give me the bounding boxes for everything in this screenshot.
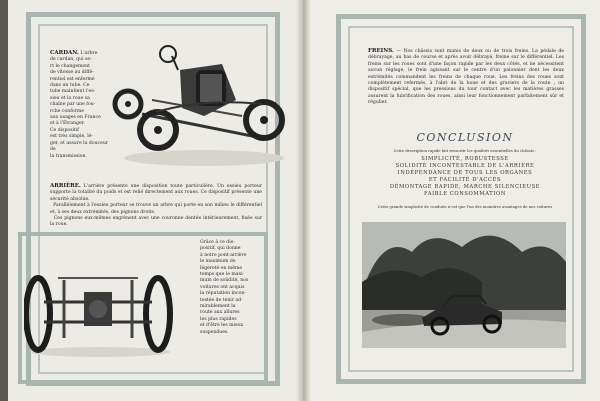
conclusion-qualities (360, 156, 570, 198)
arriere-paragraph: Parallèlement à l'essieu porteur se trouve un arbre qui porte en son milieu le différentiel et, à ses deux extrémités, des pignons droits. (50, 203, 262, 215)
arriere-side-text (200, 240, 256, 336)
side-line: voitures ont acquis (200, 284, 245, 290)
cardan-line: Ce dispositif (50, 127, 80, 133)
side-line: et d'être les mieux (200, 323, 244, 329)
conclusion-note: Cette grande simplicité de conduite n'est que l'un des moindres avantages de nos voitures (377, 204, 553, 209)
arriere-paragraph: L'arrière présente une disposition toute particulière. Un essieu porteur supporte la totalité du poids et est relié directement aux roues. Ce dispositif présente une sécurité absolue. (50, 184, 262, 202)
side-line: mum de solidité, nos (200, 278, 249, 284)
arriere-heading: ARRIÈRE. (50, 183, 81, 189)
cardan-line: la transmission. (50, 153, 87, 159)
page-gutter (296, 0, 310, 401)
side-line: route aux allures (200, 310, 240, 316)
cardan-line: chaîne par une fou- (50, 102, 96, 108)
side-line: la réputation incon- (200, 291, 246, 297)
cardan-heading: CARDAN. (50, 50, 79, 56)
cardan-line: L'arbre (80, 51, 98, 56)
freins-heading: FREINS. (368, 48, 394, 54)
cardan-line: est très simple, lé- (50, 134, 93, 140)
quality-item: INDÉPENDANCE DE TOUS LES ORGANES (397, 170, 533, 176)
car-in-park-photo (362, 222, 566, 348)
freins-paragraph: — Nos châssis sont munis de deux ou de trois freins. La pédale de débrayage, au bas de course et après avoir débrayé, freine sur le différentiel. Les freins sur les roues sont d'une façon rapide par les deux côtés, et ne nécessitent aucun réglage, le frein agissant sur le centre d'un palonnier dont les deux extrémités commandent les freins de chaque roue. Les freins des roues sont complètement refermés, à l'abri de la boue et des graviers de la route ; un dispositif spécial, que les pressions du tour contact avec les matières grasses assurent la lubrification des roues, ainsi leur fonctionnement parfaitement sûr et régulier. (368, 49, 564, 106)
side-line: légèreté en même (200, 265, 243, 271)
cardan-text (50, 50, 108, 160)
cardan-line: de cardan, qui se- (50, 57, 92, 63)
quality-item: DÉMONTAGE RAPIDE, MARCHE SILENCIEUSE (389, 184, 541, 190)
side-line: mirablement la (200, 304, 236, 310)
arriere-paragraph: Ces pignons eux-mêmes engrènent avec une couronne dentée intérieurement, fixée sur la roue. (50, 216, 263, 228)
quality-item: SIMPLICITÉ, ROBUSTESSE (421, 156, 509, 162)
side-line: testée de tenir ad- (200, 297, 243, 303)
cardan-line: rche conforme (50, 108, 84, 114)
conclusion-intro: Cette description rapide fait ressortir les qualités essentielles du châssis : (393, 148, 537, 153)
side-line: les plus rapides (200, 316, 237, 322)
side-line: temps que le maxi- (200, 272, 245, 278)
cardan-line: et à l'Étranger. (50, 121, 85, 127)
cardan-line: ger, et assure la douceur de (50, 140, 108, 153)
cardan-line: de vitesse au diffé- (50, 70, 94, 76)
side-line: Grâce à ce dis- (200, 240, 235, 245)
conclusion-title: CONCLUSION (416, 131, 514, 144)
side-line: positif, qui donne (200, 246, 241, 252)
quality-item: SOLIDITÉ INCONTESTABLE DE L'ARRIÈRE (395, 163, 535, 169)
side-line: suspendues. (200, 329, 229, 335)
side-line: à notre pont-arrière (200, 252, 247, 258)
arriere-text (50, 183, 262, 229)
cardan-line: sieu et la roue sa (50, 95, 90, 101)
cardan-line: rentiel est enfermé (50, 76, 95, 82)
cardan-line: tube maintient l'es- (50, 89, 96, 95)
cardan-line: aux usages en France (50, 115, 101, 121)
rear-axle-illustration (24, 262, 174, 358)
quality-item: FAIBLE CONSOMMATION (424, 191, 506, 197)
freins-text (368, 48, 564, 107)
side-line: le maximum de (200, 259, 236, 265)
cardan-line: rt le changement (50, 63, 90, 69)
cardan-line: dans un tube. Ce (50, 83, 90, 89)
chassis-front-illustration (112, 40, 290, 168)
quality-item: ET FACILITÉ D'ACCÈS (428, 177, 502, 183)
